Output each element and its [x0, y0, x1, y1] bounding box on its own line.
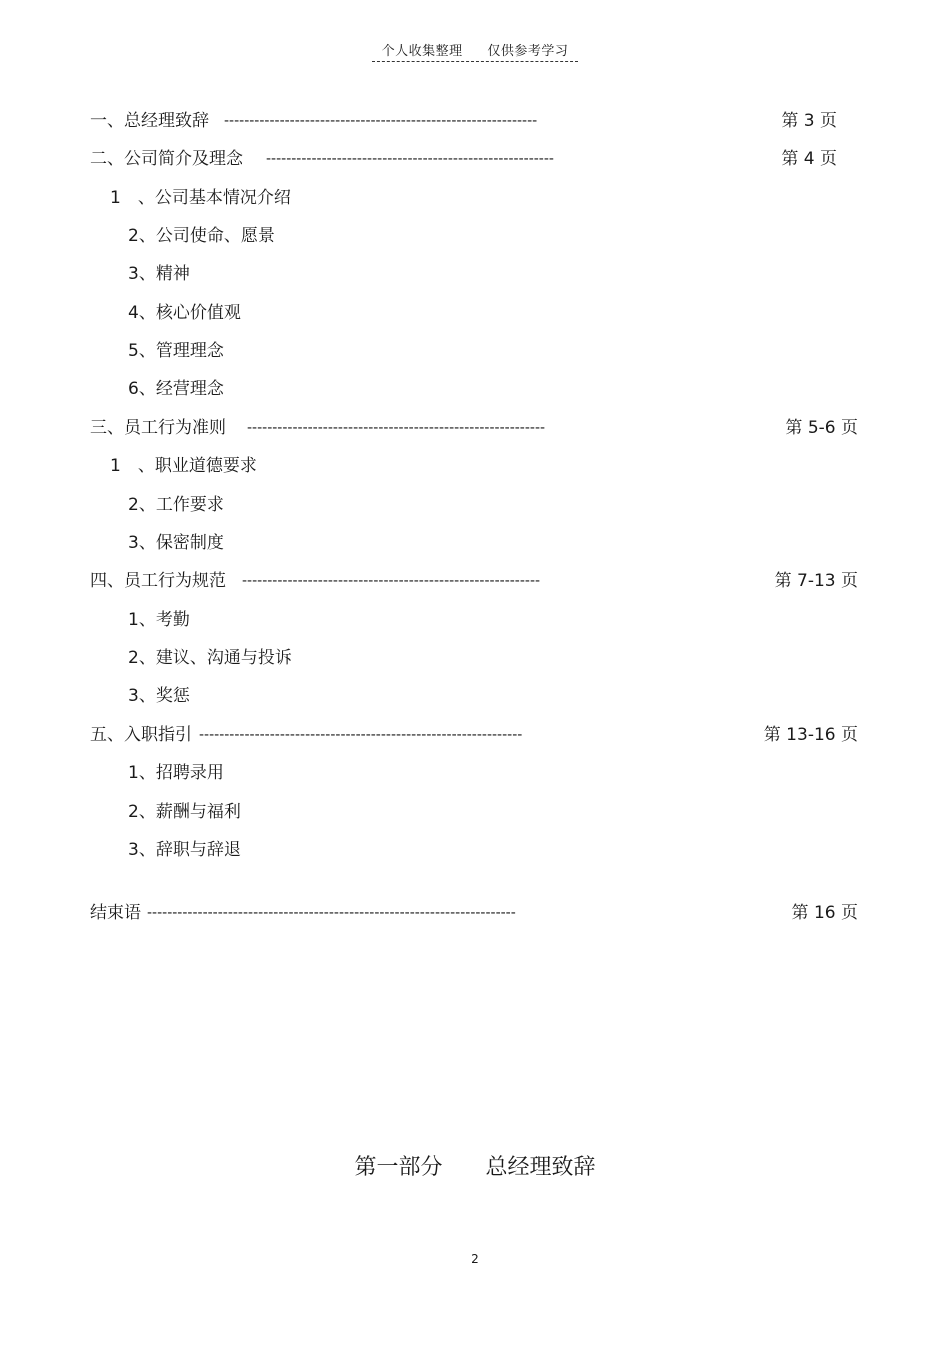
toc-subentry: 4、核心价值观	[128, 303, 241, 323]
toc-entry-section-5: 五、入职指引	[90, 725, 192, 745]
toc-entry-section-2: 二、公司简介及理念	[90, 149, 243, 169]
toc-subentry: 1、招聘录用	[128, 763, 224, 783]
toc-leader-dots: --------------------------------------------------------------	[224, 113, 538, 129]
toc-subentry: 3、保密制度	[128, 533, 224, 553]
header-left: 个人收集整理	[381, 44, 463, 59]
toc-page-ref: 第 3 页	[781, 111, 837, 131]
toc-entry-section-3: 三、员工行为准则	[90, 418, 226, 438]
toc-subentry: 1、考勤	[128, 610, 190, 630]
page-header	[0, 40, 950, 62]
header-text	[372, 40, 579, 62]
toc-subentry: 2、薪酬与福利	[128, 802, 241, 822]
toc-leader-dots: ---------------------------------------------------------	[266, 151, 554, 167]
toc-subentry: 3、奖惩	[128, 686, 190, 706]
header-right: 仅供参考学习	[487, 44, 569, 59]
toc-subentry: 2、公司使命、愿景	[128, 226, 275, 246]
toc-entry-section-1: 一、总经理致辞	[90, 111, 209, 131]
part-title-left: 第一部分	[354, 1155, 443, 1180]
toc-subentry: 6、经营理念	[128, 379, 224, 399]
toc-leader-dots: ----------------------------------------------------------------	[199, 727, 523, 743]
toc-subentry: 5、管理理念	[128, 341, 224, 361]
toc-subentry: 1 、职业道德要求	[110, 456, 257, 476]
toc-subentry: 3、精神	[128, 264, 190, 284]
toc-entry-section-4: 四、员工行为规范	[90, 571, 226, 591]
toc-subentry: 2、建议、沟通与投诉	[128, 648, 292, 668]
toc-subentry: 2、工作要求	[128, 495, 224, 515]
part-title	[0, 1150, 950, 1181]
toc-leader-dots: -----------------------------------------------------------	[242, 573, 541, 589]
toc-entry-closing: 结束语	[90, 903, 141, 923]
toc-page-ref: 第 5-6 页	[785, 418, 858, 438]
toc-leader-dots: -----------------------------------------------------------	[247, 420, 546, 436]
toc-page-ref: 第 13-16 页	[763, 725, 858, 745]
toc-page-ref: 第 7-13 页	[774, 571, 858, 591]
toc-page-ref: 第 16 页	[791, 903, 858, 923]
page-number: 2	[471, 1252, 479, 1266]
part-title-right: 总经理致辞	[485, 1155, 596, 1180]
toc-leader-dots: -------------------------------------------------------------------------	[147, 905, 516, 921]
toc-subentry: 3、辞职与辞退	[128, 840, 241, 860]
toc-page-ref: 第 4 页	[781, 149, 837, 169]
toc-subentry: 1 、公司基本情况介绍	[110, 188, 291, 208]
